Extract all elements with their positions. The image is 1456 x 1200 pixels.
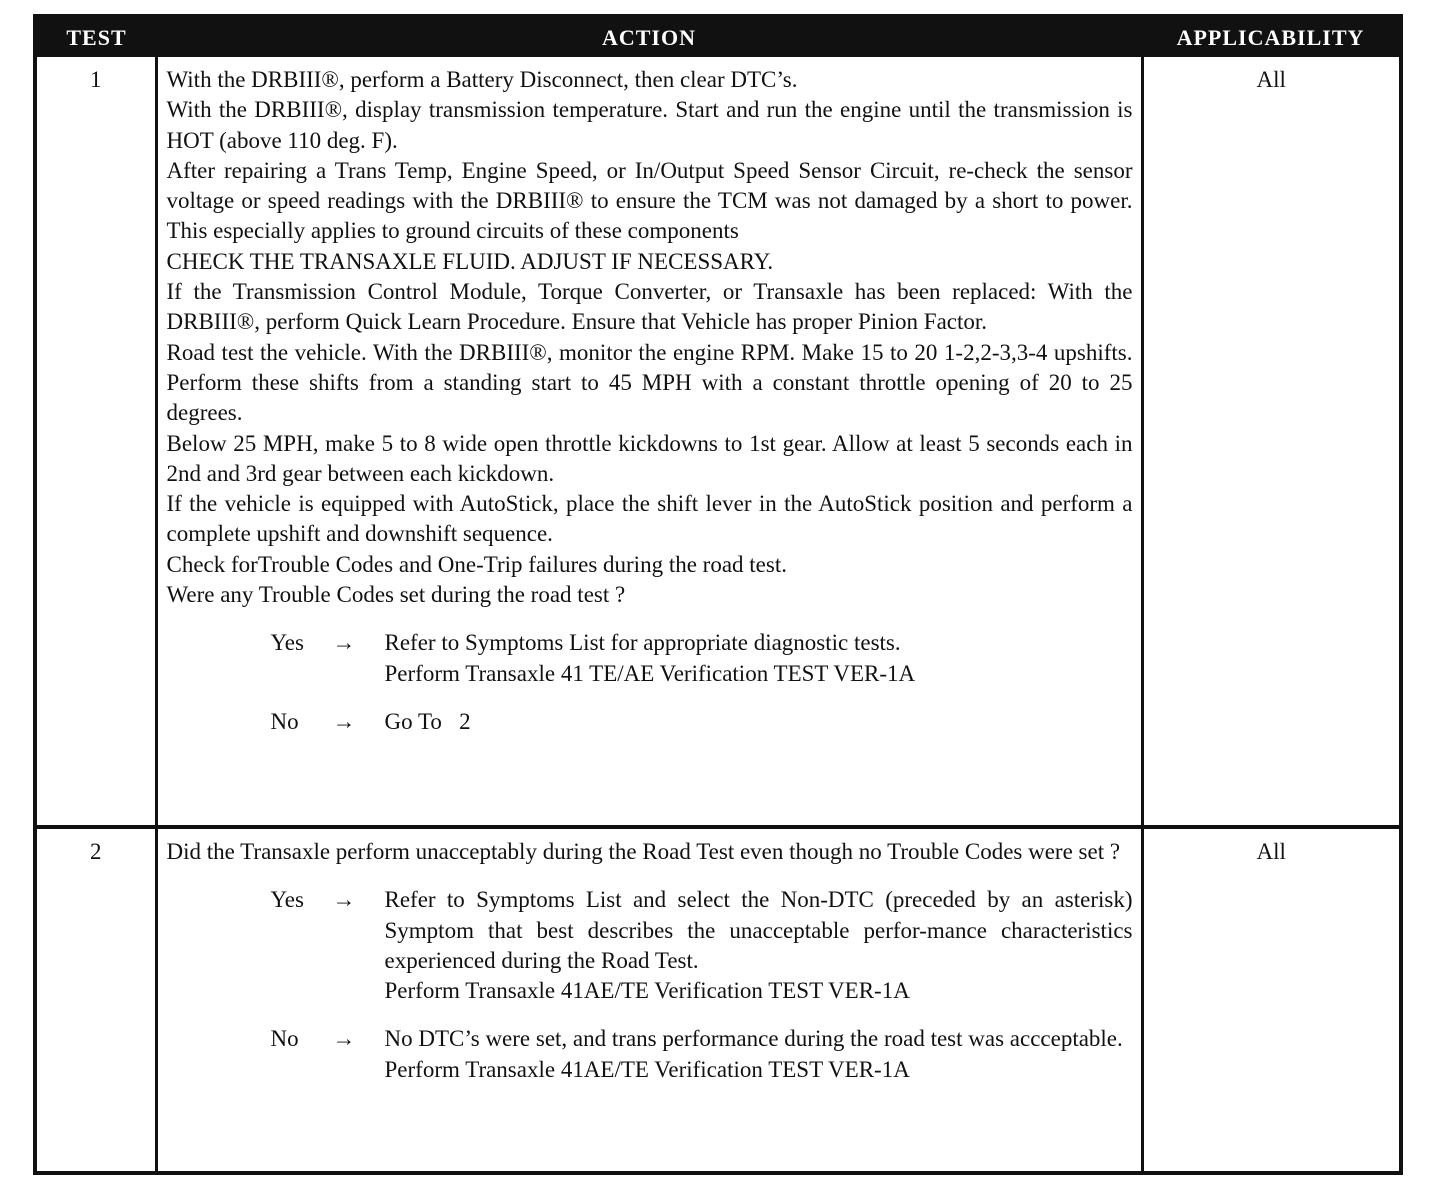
outcome-line: Perform Transaxle 41AE/TE Verification TEST VER-1A: [384, 1056, 910, 1082]
diagnostic-test-table: [33, 14, 1403, 1175]
action-line: Road test the vehicle. With the DRBIII®, monitor the engine RPM. Make 15 to 20 1-2,2-3,3-4 upshifts. Perform these shifts from a standing start to 45 MPH with a constant throttle opening of 20 to 25 degrees.: [166, 339, 1133, 426]
outcomes: [167, 885, 1133, 1085]
header-applicability: APPLICABILITY: [1142, 16, 1401, 57]
applicability-value: All: [1142, 57, 1401, 827]
question-line: Were any Trouble Codes set during the road test ?: [166, 582, 626, 608]
outcome-text: [385, 628, 1133, 689]
table-row: [35, 827, 1401, 1173]
header-action: ACTION: [156, 16, 1142, 57]
right-arrow-icon: →: [332, 887, 356, 913]
header-test: TEST: [35, 16, 156, 57]
action-line: If the vehicle is equipped with AutoStick, place the shift lever in the AutoStick position and perform a complete upshift and downshift sequence.: [166, 491, 1133, 547]
outcome-line: Refer to Symptoms List and select the Non-DTC (preceded by an asterisk) Symptom that best describes the unacceptable perfor-mance characteristics experienced during the Road Test.: [384, 887, 1133, 973]
outcome-label: Yes: [270, 887, 304, 913]
test-number: 2: [35, 827, 156, 1173]
action-line: If the Transmission Control Module, Torque Converter, or Transaxle has been replaced: With the DRBIII®, perform Quick Learn Procedure. Ensure that Vehicle has proper Pinion Factor.: [166, 279, 1133, 335]
action-line: Below 25 MPH, make 5 to 8 wide open throttle kickdowns to 1st gear. Allow at least 5 seconds each in 2nd and 3rd gear between each kickdown.: [166, 430, 1133, 486]
outcome-yes: [167, 628, 1133, 689]
right-arrow-icon: →: [332, 708, 356, 734]
action-line: CHECK THE TRANSAXLE FLUID. ADJUST IF NECESSARY.: [166, 248, 774, 274]
outcome-line: Perform Transaxle 41 TE/AE Verification TEST VER-1A: [384, 660, 916, 686]
outcome-text: [385, 1024, 1133, 1085]
outcome-yes: [167, 885, 1133, 1006]
action-cell: [156, 57, 1142, 827]
outcome-label: Yes: [270, 630, 304, 656]
outcome-text: [385, 707, 1133, 737]
action-line: With the DRBIII®, display transmission temperature. Start and run the engine until the transmission is HOT (above 110 deg. F).: [166, 97, 1133, 153]
applicability-value: All: [1142, 827, 1401, 1173]
question-line: Did the Transaxle perform unacceptably during the Road Test even though no Trouble Codes were set ?: [166, 839, 1121, 864]
action-line: After repairing a Trans Temp, Engine Speed, or In/Output Speed Sensor Circuit, re-check the sensor voltage or speed readings with the DRBIII® to ensure the TCM was not damaged by a short to power. This especially applies to ground circuits of these components: [166, 157, 1133, 244]
outcome-label: No: [270, 1026, 299, 1052]
action-line: Check forTrouble Codes and One-Trip failures during the road test.: [166, 551, 787, 577]
right-arrow-icon: →: [332, 630, 356, 656]
table-header-row: [35, 16, 1401, 57]
action-line: With the DRBIII®, perform a Battery Disconnect, then clear DTC’s.: [166, 67, 798, 92]
outcome-line: No DTC’s were set, and trans performance during the road test was accceptable.: [384, 1026, 1123, 1052]
outcome-no: [167, 1024, 1133, 1085]
outcome-line: Go To 2: [384, 708, 471, 734]
outcome-label: No: [270, 708, 299, 734]
outcome-line: Perform Transaxle 41AE/TE Verification TEST VER-1A: [384, 978, 910, 1004]
table-row: [35, 57, 1401, 827]
action-cell: [156, 827, 1142, 1173]
outcome-text: [385, 885, 1133, 1006]
test-number: 1: [35, 57, 156, 827]
outcome-no: [167, 707, 1133, 737]
outcomes: [167, 628, 1133, 737]
outcome-line: Refer to Symptoms List for appropriate diagnostic tests.: [384, 630, 901, 656]
right-arrow-icon: →: [332, 1026, 356, 1052]
